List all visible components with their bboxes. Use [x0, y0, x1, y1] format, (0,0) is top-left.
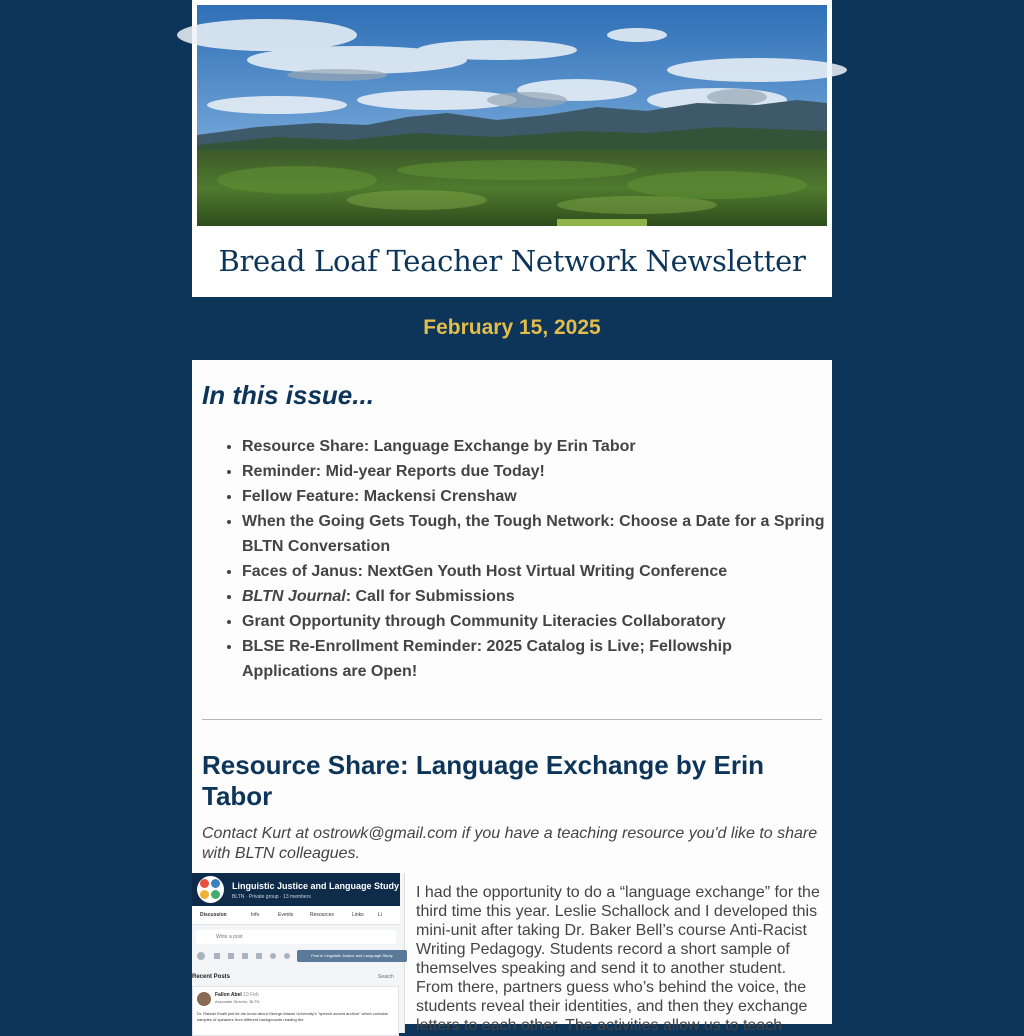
toc-item[interactable]: • BLSE Re-Enrollment Reminder: 2025 Catalog is Live; Fellowship Applications are Open! — [242, 634, 827, 684]
group-tab: Discussion — [200, 912, 227, 918]
group-tab: Resources — [310, 912, 334, 918]
group-tab: Info — [251, 912, 260, 918]
section-body: I had the opportunity to do a “language exchange” for the third time this year. Leslie Schallock and I developed this mini-unit after taking Dr. Baker Bell’s course Anti-Racist Writing Pedagogy. Students record a short sample of themselves speaking and send it to another student. From there, partners guess who’s behind the voice, the students reveal their identities, and then they exchange letters to each other. The activities allow us to teach — [416, 884, 820, 1034]
write-post-box — [196, 930, 396, 944]
group-tab: Events — [278, 912, 294, 918]
post-author-name: Fallon Abel — [215, 992, 242, 998]
toc-item-rest: : Call for Submissions — [345, 588, 515, 605]
newsletter-title: Bread Loaf Teacher Network Newsletter — [218, 244, 806, 278]
post-author — [215, 992, 259, 998]
toc-heading: In this issue... — [202, 380, 374, 410]
post-button — [297, 950, 407, 962]
search-label: Search — [378, 974, 394, 980]
toc-item[interactable]: • Resource Share: Language Exchange by Erin Tabor — [242, 434, 827, 459]
post-button-label: Post in Linguistic Justice and Language Study — [311, 953, 393, 958]
toc-item[interactable]: • Faces of Janus: NextGen Youth Host Virtual Writing Conference — [242, 559, 827, 584]
toc-item[interactable]: • Fellow Feature: Mackensi Crenshaw — [242, 484, 827, 509]
header-card — [192, 0, 832, 297]
banner-image — [197, 5, 827, 226]
toc-item[interactable] — [242, 584, 827, 609]
post-role: Associate Director, BLTN — [215, 999, 260, 1004]
issue-date: February 15, 2025 — [423, 316, 601, 339]
newsletter-body — [192, 360, 832, 1034]
group-header — [192, 873, 400, 906]
group-title: Linguistic Justice and Language Study — [232, 881, 400, 891]
toc-item[interactable]: • Grant Opportunity through Community Literacies Collaboratory — [242, 609, 827, 634]
group-logo-icon — [197, 876, 224, 903]
group-tab: Links — [352, 912, 364, 918]
toc-list — [242, 434, 827, 684]
toc-item[interactable]: • When the Going Gets Tough, the Tough Network: Choose a Date for a Spring BLTN Conversation — [242, 509, 827, 559]
post-text: Dr. Rabiah Khalil just let me know about George Mason University's "speech accent archive" which contains samples of speakers from different backgrounds reading the — [197, 1011, 388, 1022]
write-placeholder: Write a post — [216, 934, 243, 940]
group-meta: BLTN · Private group · 13 members — [232, 894, 311, 900]
contact-note: Contact Kurt at ostrowk@gmail.com if you have a teaching resource you'd like to share with BLTN colleagues. — [202, 825, 818, 862]
group-tabs — [192, 906, 400, 925]
toc-item-italic: BLTN Journal — [242, 588, 346, 605]
toc-item[interactable]: • Reminder: Mid-year Reports due Today! — [242, 459, 827, 484]
section-heading: Resource Share: Language Exchange by Erin Tabor — [202, 750, 765, 811]
post-time: 10 Feb — [243, 992, 259, 998]
group-screenshot — [192, 873, 405, 1033]
group-tab: Li — [378, 912, 382, 918]
avatar — [197, 992, 211, 1006]
section-divider — [202, 719, 822, 720]
recent-posts-label: Recent Posts — [192, 974, 231, 980]
post-card — [192, 986, 399, 1036]
